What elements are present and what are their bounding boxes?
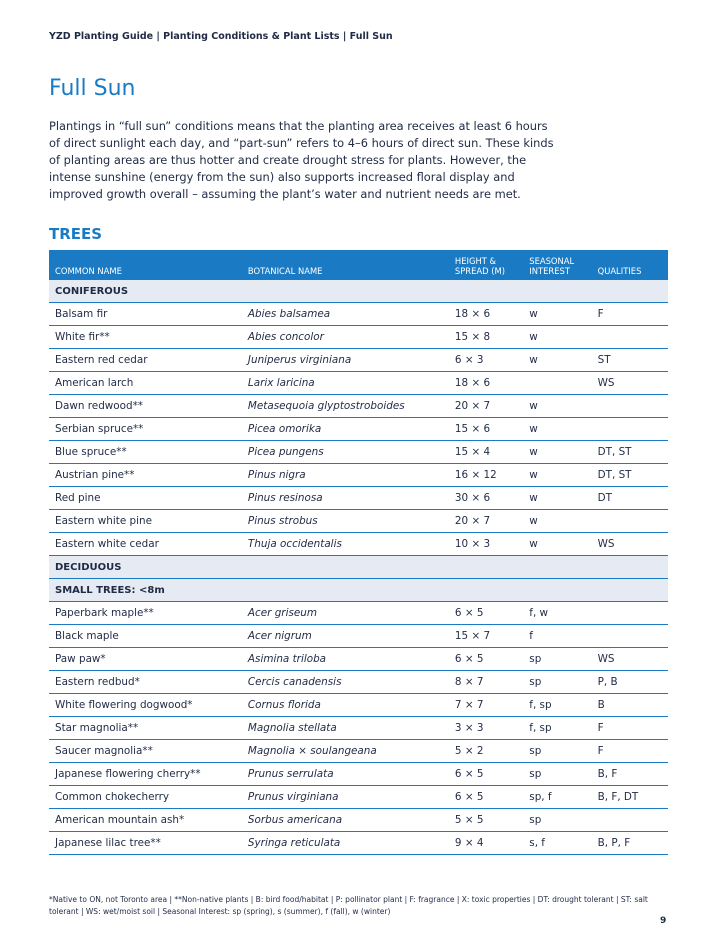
seasonal-interest-cell: w	[523, 533, 591, 556]
botanical-name-cell: Juniperus virginiana	[242, 349, 449, 372]
common-name-cell: American mountain ash*	[49, 809, 242, 832]
table-row	[49, 602, 668, 625]
table-row	[49, 372, 668, 395]
botanical-name-cell: Magnolia × soulangeana	[242, 740, 449, 763]
botanical-name-cell: Prunus serrulata	[242, 763, 449, 786]
qualities-cell: ST	[592, 349, 668, 372]
common-name-cell: Saucer magnolia**	[49, 740, 242, 763]
qualities-cell: WS	[592, 648, 668, 671]
common-name-cell: Austrian pine**	[49, 464, 242, 487]
table-row	[49, 694, 668, 717]
height-spread-cell: 30 × 6	[449, 487, 523, 510]
height-spread-cell: 7 × 7	[449, 694, 523, 717]
qualities-cell: B, P, F	[592, 832, 668, 855]
common-name-cell: Common chokecherry	[49, 786, 242, 809]
qualities-cell: DT, ST	[592, 464, 668, 487]
category-label: SMALL TREES: <8m	[49, 579, 668, 602]
common-name-cell: Paperbark maple**	[49, 602, 242, 625]
botanical-name-cell: Asimina triloba	[242, 648, 449, 671]
table-row	[49, 303, 668, 326]
botanical-name-cell: Abies concolor	[242, 326, 449, 349]
qualities-cell: B, F	[592, 763, 668, 786]
common-name-cell: Red pine	[49, 487, 242, 510]
seasonal-interest-cell: sp, f	[523, 786, 591, 809]
seasonal-interest-cell: f	[523, 625, 591, 648]
seasonal-interest-cell: sp	[523, 809, 591, 832]
seasonal-interest-cell: w	[523, 510, 591, 533]
page-title: Full Sun	[49, 76, 136, 101]
common-name-cell: Eastern redbud*	[49, 671, 242, 694]
qualities-cell	[592, 418, 668, 441]
table-row	[49, 487, 668, 510]
seasonal-interest-cell: w	[523, 349, 591, 372]
category-row	[49, 579, 668, 602]
seasonal-interest-cell: w	[523, 395, 591, 418]
table-row	[49, 809, 668, 832]
height-spread-cell: 16 × 12	[449, 464, 523, 487]
table-row	[49, 533, 668, 556]
qualities-cell: F	[592, 740, 668, 763]
common-name-cell: Dawn redwood**	[49, 395, 242, 418]
botanical-name-cell: Metasequoia glyptostroboides	[242, 395, 449, 418]
qualities-cell: F	[592, 303, 668, 326]
seasonal-interest-cell: w	[523, 464, 591, 487]
seasonal-interest-cell: f, sp	[523, 717, 591, 740]
height-spread-cell: 20 × 7	[449, 395, 523, 418]
table-row	[49, 763, 668, 786]
botanical-name-cell: Acer nigrum	[242, 625, 449, 648]
height-spread-cell: 15 × 6	[449, 418, 523, 441]
legend-footnote: *Native to ON, not Toronto area | **Non-native plants | B: bird food/habitat | P: pollinator plant | F: fragrance | X: toxic properties | DT: drought tolerant | ST: salt tolerant | WS: wet/moist soil | Seasonal Interest: sp (spring), s (summer), f (fall), w (winter)	[49, 895, 648, 916]
botanical-name-cell: Picea pungens	[242, 441, 449, 464]
table-row	[49, 395, 668, 418]
seasonal-interest-cell: w	[523, 326, 591, 349]
table-row	[49, 418, 668, 441]
table-row	[49, 832, 668, 855]
height-spread-cell: 10 × 3	[449, 533, 523, 556]
common-name-cell: Black maple	[49, 625, 242, 648]
seasonal-interest-cell: f, w	[523, 602, 591, 625]
category-label: CONIFEROUS	[49, 280, 668, 303]
botanical-name-cell: Thuja occidentalis	[242, 533, 449, 556]
table-header-row	[49, 250, 668, 280]
col-seasonal-interest: SEASONAL INTEREST	[523, 250, 591, 280]
category-label: DECIDUOUS	[49, 556, 668, 579]
botanical-name-cell: Syringa reticulata	[242, 832, 449, 855]
intro-paragraph: Plantings in “full sun” conditions means that the planting area receives at least 6 hours of direct sunlight each day, and “part-sun” refers to 4–6 hours of direct sun. These kinds of planting areas are thus hotter and create drought stress for plants. However, the intense sunshine (energy from the sun) also supports increased floral display and improved growth overall – assuming the plant’s water and nutrient needs are met.	[49, 119, 554, 201]
table-row	[49, 740, 668, 763]
height-spread-cell: 6 × 5	[449, 763, 523, 786]
common-name-cell: Japanese lilac tree**	[49, 832, 242, 855]
botanical-name-cell: Abies balsamea	[242, 303, 449, 326]
plant-table	[49, 250, 668, 855]
qualities-cell: WS	[592, 533, 668, 556]
table-row	[49, 786, 668, 809]
height-spread-cell: 5 × 2	[449, 740, 523, 763]
botanical-name-cell: Pinus resinosa	[242, 487, 449, 510]
botanical-name-cell: Sorbus americana	[242, 809, 449, 832]
qualities-cell: F	[592, 717, 668, 740]
col-qualities: QUALITIES	[592, 250, 668, 280]
table-row	[49, 510, 668, 533]
qualities-cell: P, B	[592, 671, 668, 694]
section-heading: TREES	[49, 225, 103, 243]
seasonal-interest-cell	[523, 372, 591, 395]
table-row	[49, 464, 668, 487]
botanical-name-cell: Acer griseum	[242, 602, 449, 625]
height-spread-cell: 20 × 7	[449, 510, 523, 533]
common-name-cell: Balsam fir	[49, 303, 242, 326]
seasonal-interest-cell: w	[523, 418, 591, 441]
table-row	[49, 648, 668, 671]
common-name-cell: American larch	[49, 372, 242, 395]
common-name-cell: Eastern red cedar	[49, 349, 242, 372]
common-name-cell: Blue spruce**	[49, 441, 242, 464]
botanical-name-cell: Pinus strobus	[242, 510, 449, 533]
botanical-name-cell: Larix laricina	[242, 372, 449, 395]
common-name-cell: Paw paw*	[49, 648, 242, 671]
col-botanical-name: BOTANICAL NAME	[242, 250, 449, 280]
category-row	[49, 556, 668, 579]
qualities-cell	[592, 602, 668, 625]
table-row	[49, 326, 668, 349]
seasonal-interest-cell: sp	[523, 763, 591, 786]
common-name-cell: Serbian spruce**	[49, 418, 242, 441]
seasonal-interest-cell: w	[523, 303, 591, 326]
qualities-cell: B	[592, 694, 668, 717]
table-row	[49, 717, 668, 740]
qualities-cell: DT, ST	[592, 441, 668, 464]
height-spread-cell: 8 × 7	[449, 671, 523, 694]
qualities-cell: B, F, DT	[592, 786, 668, 809]
table-row	[49, 349, 668, 372]
height-spread-cell: 18 × 6	[449, 372, 523, 395]
common-name-cell: Eastern white pine	[49, 510, 242, 533]
running-header: YZD Planting Guide | Planting Conditions & Plant Lists | Full Sun	[49, 31, 393, 42]
height-spread-cell: 6 × 5	[449, 602, 523, 625]
botanical-name-cell: Prunus virginiana	[242, 786, 449, 809]
qualities-cell	[592, 625, 668, 648]
qualities-cell	[592, 395, 668, 418]
qualities-cell: WS	[592, 372, 668, 395]
botanical-name-cell: Cornus florida	[242, 694, 449, 717]
category-row	[49, 280, 668, 303]
botanical-name-cell: Cercis canadensis	[242, 671, 449, 694]
height-spread-cell: 6 × 5	[449, 648, 523, 671]
common-name-cell: Japanese flowering cherry**	[49, 763, 242, 786]
botanical-name-cell: Pinus nigra	[242, 464, 449, 487]
qualities-cell: DT	[592, 487, 668, 510]
common-name-cell: White fir**	[49, 326, 242, 349]
qualities-cell	[592, 510, 668, 533]
qualities-cell	[592, 326, 668, 349]
seasonal-interest-cell: sp	[523, 740, 591, 763]
seasonal-interest-cell: f, sp	[523, 694, 591, 717]
seasonal-interest-cell: sp	[523, 671, 591, 694]
height-spread-cell: 3 × 3	[449, 717, 523, 740]
col-height-spread: HEIGHT & SPREAD (M)	[449, 250, 523, 280]
height-spread-cell: 15 × 7	[449, 625, 523, 648]
table-row	[49, 441, 668, 464]
qualities-cell	[592, 809, 668, 832]
botanical-name-cell: Picea omorika	[242, 418, 449, 441]
height-spread-cell: 9 × 4	[449, 832, 523, 855]
seasonal-interest-cell: w	[523, 487, 591, 510]
page-number: 9	[660, 916, 667, 926]
col-common-name: COMMON NAME	[49, 250, 242, 280]
seasonal-interest-cell: sp	[523, 648, 591, 671]
seasonal-interest-cell: s, f	[523, 832, 591, 855]
table-row	[49, 671, 668, 694]
common-name-cell: Eastern white cedar	[49, 533, 242, 556]
height-spread-cell: 6 × 3	[449, 349, 523, 372]
botanical-name-cell: Magnolia stellata	[242, 717, 449, 740]
common-name-cell: Star magnolia**	[49, 717, 242, 740]
table-row	[49, 625, 668, 648]
common-name-cell: White flowering dogwood*	[49, 694, 242, 717]
height-spread-cell: 15 × 8	[449, 326, 523, 349]
height-spread-cell: 6 × 5	[449, 786, 523, 809]
height-spread-cell: 15 × 4	[449, 441, 523, 464]
height-spread-cell: 18 × 6	[449, 303, 523, 326]
seasonal-interest-cell: w	[523, 441, 591, 464]
height-spread-cell: 5 × 5	[449, 809, 523, 832]
